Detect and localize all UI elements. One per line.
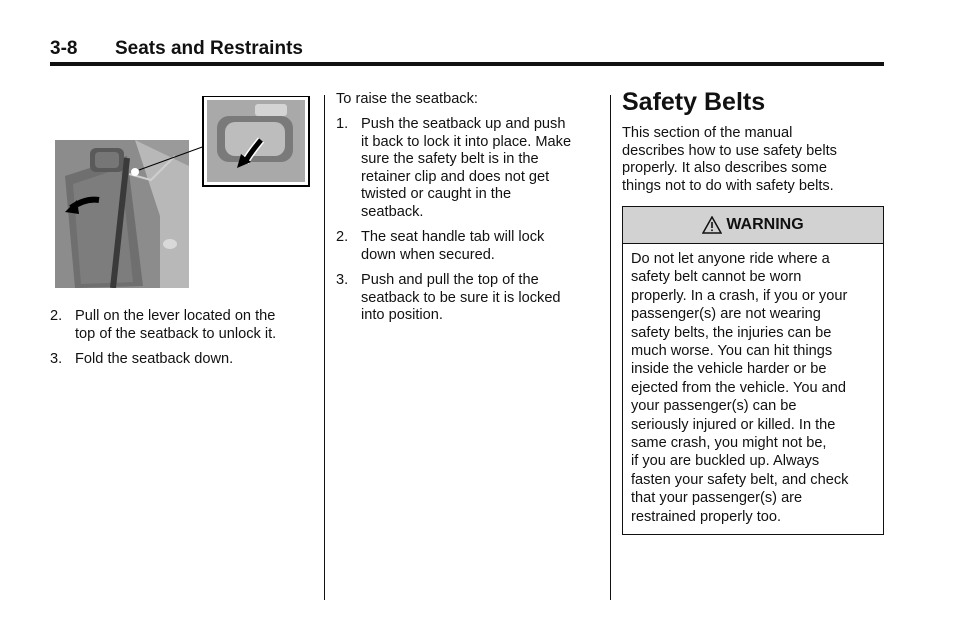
step-text-line: sure the safety belt is in the — [361, 151, 539, 168]
warning-triangle-icon — [702, 216, 722, 234]
intro-line: things not to do with safety belts. — [622, 177, 834, 194]
page-number: 3-8 — [50, 38, 78, 59]
step-text-line: seatback to be sure it is locked — [361, 289, 561, 306]
step-text-line: twisted or caught in the — [361, 186, 512, 203]
warning-line: Do not let anyone ride where a — [631, 251, 830, 267]
warning-label: WARNING — [726, 216, 804, 233]
step-number: 2. — [336, 229, 349, 245]
step-text-line: retainer clip and does not get — [361, 168, 550, 185]
warning-header — [623, 207, 883, 244]
warning-line: much worse. You can hit things — [631, 343, 833, 360]
step-text-line: Push the seatback up and push — [361, 116, 566, 132]
section-heading: Safety Belts — [622, 88, 766, 116]
step-text-line: it back to lock it into place. Make — [361, 133, 572, 150]
warning-line: restrained properly too. — [631, 508, 782, 525]
intro-line: This section of the manual — [622, 125, 793, 141]
warning-line: your passenger(s) can be — [631, 398, 797, 415]
step-text-line: Fold the seatback down. — [75, 351, 234, 367]
warning-line: passenger(s) are not wearing — [631, 306, 821, 323]
step-text-line: down when secured. — [361, 246, 495, 263]
column-divider — [610, 95, 611, 600]
seatback-illustration — [55, 96, 311, 288]
section-title: Seats and Restraints — [115, 38, 303, 59]
step-text-line: Push and pull the top of the — [361, 272, 539, 288]
page-header — [50, 38, 884, 62]
warning-line: properly. In a crash, if you or your — [631, 287, 848, 304]
step-number: 3. — [50, 351, 63, 367]
header-rule — [50, 62, 884, 66]
step-text-line: Pull on the lever located on the — [75, 308, 276, 324]
step-text-line: seatback. — [361, 203, 424, 220]
step-text-line: The seat handle tab will lock — [361, 229, 545, 245]
warning-line: if you are buckled up. Always — [631, 453, 820, 470]
warning-line: that your passenger(s) are — [631, 490, 803, 507]
step-number: 1. — [336, 116, 349, 132]
warning-text — [631, 250, 881, 526]
warning-line: inside the vehicle harder or be — [631, 361, 827, 378]
column-divider — [324, 95, 325, 600]
step-text-line: into position. — [361, 307, 443, 324]
safety-belts-intro — [622, 125, 884, 195]
warning-box — [622, 206, 884, 535]
raise-seatback-intro: To raise the seatback: — [336, 91, 478, 107]
warning-line: safety belt cannot be worn — [631, 269, 802, 286]
warning-line: safety belts, the injuries can be — [631, 324, 832, 341]
warning-line: ejected from the vehicle. You and — [631, 379, 847, 396]
intro-line: describes how to use safety belts — [622, 142, 837, 159]
step-text-line: top of the seatback to unlock it. — [75, 325, 277, 342]
warning-line: same crash, you might not be, — [631, 435, 827, 452]
step-number: 3. — [336, 272, 349, 288]
warning-line: seriously injured or killed. In the — [631, 416, 836, 433]
step-number: 2. — [50, 308, 63, 324]
intro-line: properly. It also describes some — [622, 160, 827, 177]
warning-line: fasten your safety belt, and check — [631, 471, 849, 488]
